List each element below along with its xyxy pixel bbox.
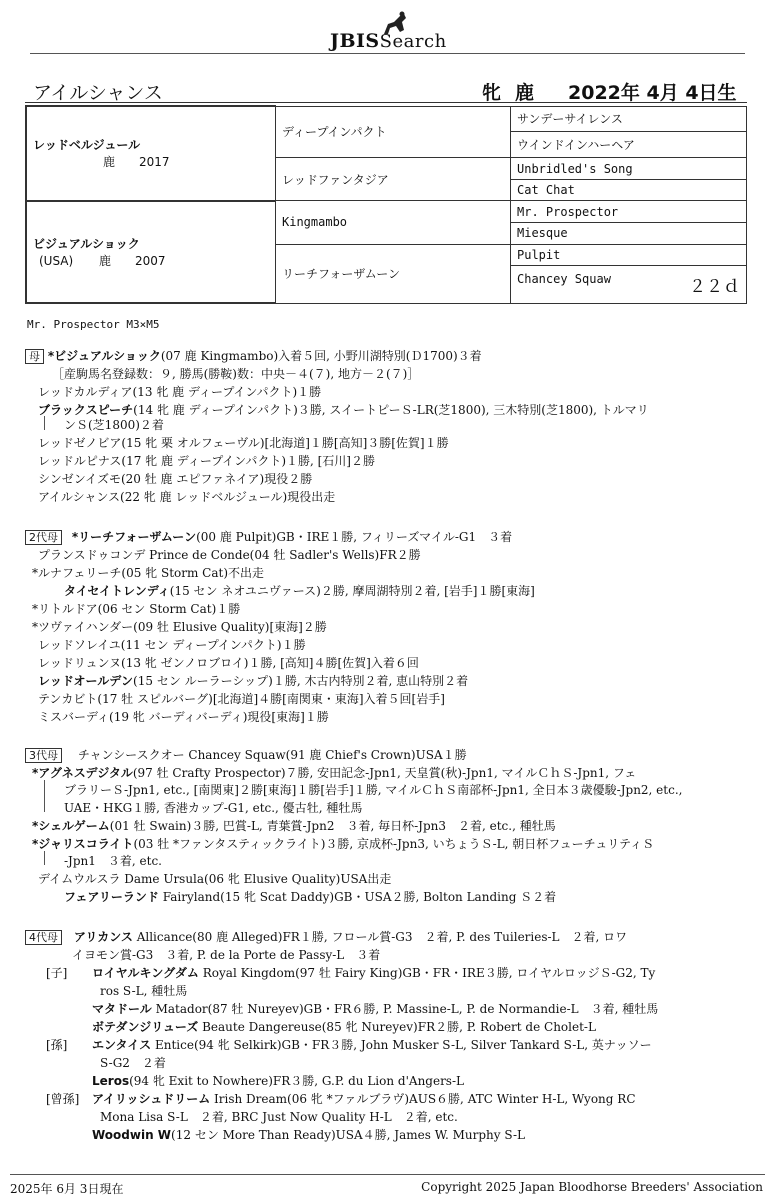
g4-great-name-1[interactable]: アイリッシュドリーム bbox=[92, 1092, 211, 1106]
inbreeding-note: Mr. Prospector M3×M5 bbox=[27, 318, 160, 331]
dam-line-5: ンＳ(芝1800)２着 bbox=[64, 418, 164, 432]
footer-date: 2025年 6月 3日現在 bbox=[10, 1182, 124, 1196]
g2-line-6: *ツヴァイハンダー(09 牡 Elusive Quality)[東海]２勝 bbox=[32, 620, 327, 634]
g2-line-5: *リトルドア(06 セン Storm Cat)１勝 bbox=[32, 602, 241, 616]
dam-cell bbox=[26, 201, 276, 303]
sire-cell bbox=[26, 106, 276, 201]
dds-cell[interactable]: Pulpit bbox=[511, 244, 747, 266]
g3-foal-detail-6: (03 牡 *ファンタスティックライト)３勝, 京成杯-Jpn3, いちょうＳ-L, 朝日杯フューチュリティＳ bbox=[133, 837, 655, 851]
g3-line-2 bbox=[32, 764, 636, 781]
g4-child-detail-1: Royal Kingdom(97 牡 Fairy King)GB・FR・IRE３勝, ロイヤルロッジＳ-G2, Ty bbox=[202, 966, 656, 980]
dam-entry-name[interactable]: *ビジュアルショック bbox=[47, 349, 161, 363]
sire-name[interactable]: レッドベルジュール bbox=[33, 138, 141, 153]
header-rule bbox=[30, 53, 745, 54]
g3-foal-name-5[interactable]: *シェルゲーム bbox=[32, 819, 110, 833]
dam-line-8: シンゼンイズモ(20 牡 鹿 エピファネイア)現役２勝 bbox=[38, 472, 313, 486]
g2-line-8: レッドリュンヌ(13 牝 ゼンノロブロイ)１勝, [高知]４勝[佐賀]入着６回 bbox=[38, 656, 419, 670]
pedigree-table bbox=[25, 105, 747, 304]
g3-line-6 bbox=[32, 835, 654, 852]
g4-child-1 bbox=[92, 964, 655, 981]
dam-foal-detail-4: (14 牝 鹿 ディープインパクト)３勝, スイートピーＳ-LR(芝1800), 三木特別(芝1800), トルマリ bbox=[133, 403, 649, 417]
g4-great-2 bbox=[92, 1126, 525, 1143]
brand-jbis: JBIS bbox=[330, 30, 380, 52]
g2-line-4 bbox=[64, 582, 535, 599]
horse-color: 鹿 bbox=[515, 82, 535, 104]
g4-great-detail-2: (12 セン More Than Ready)USA４勝, James W. Murphy S-L bbox=[171, 1128, 526, 1142]
dam-entry-detail: (07 鹿 Kingmambo)入着５回, 小野川湖特別(Ｄ1700)３着 bbox=[160, 349, 482, 363]
g4-great-name-2[interactable]: Woodwin W bbox=[92, 1128, 172, 1142]
g4-great-1 bbox=[92, 1090, 636, 1107]
g3-line-9 bbox=[64, 888, 556, 905]
ddd-name[interactable]: Chancey Squaw bbox=[517, 271, 611, 286]
g2-foal-detail-9: (15 セン ルーラーシップ)１勝, 木古内特別２着, 恵山特別２着 bbox=[133, 674, 469, 688]
dam-line-9: アイルシャンス(22 牝 鹿 レッドベルジュール)現役出走 bbox=[38, 490, 336, 504]
g4-grand-name-1[interactable]: エンタイス bbox=[92, 1038, 152, 1052]
dam-info-row bbox=[33, 252, 269, 269]
dd-cell[interactable]: リーチフォーザムーン bbox=[276, 244, 511, 303]
g4-grand-detail-2: (94 牝 Exit to Nowhere)FR３勝, G.P. du Lion d'Angers-L bbox=[129, 1074, 464, 1088]
g3-foal-name-6[interactable]: *ジャリスコライト bbox=[32, 837, 134, 851]
title-rule bbox=[25, 102, 747, 103]
brand-search: Search bbox=[379, 31, 447, 52]
horse-sex: 牝 bbox=[482, 82, 502, 104]
sdd-cell[interactable]: Cat Chat bbox=[511, 179, 747, 201]
g4-child-3 bbox=[92, 1018, 596, 1035]
ss-cell[interactable]: ディープインパクト bbox=[276, 106, 511, 158]
g3-line-5 bbox=[32, 817, 556, 834]
g4-entry-name[interactable]: アリカンス bbox=[73, 930, 133, 944]
g4-line-1 bbox=[25, 928, 627, 945]
g4-great-detail-1: Irish Dream(06 牝 *ファルブラヴ)AUS６勝, ATC Winter H-L, Wyong RC bbox=[214, 1092, 636, 1106]
g3-foal-detail-2: (97 牡 Crafty Prospector)７勝, 安田記念-Jpn1, 天皇賞(秋)-Jpn1, マイルＣｈＳ-Jpn1, フェ bbox=[132, 766, 637, 780]
g4-label: 4代母 bbox=[25, 930, 62, 945]
g3-line-3: ブラリーＳ-Jpn1, etc., [南関東]２勝[東海]１勝[岩手]１勝, マイルＣｈＳ南部杯-Jpn1, 全日本３歳優駿-Jpn2, etc., bbox=[64, 783, 683, 797]
sss-cell[interactable]: サンデーサイレンス bbox=[511, 106, 747, 132]
g4-grand-detail-1: Entice(94 牝 Selkirk)GB・FR３勝, John Musker S-L, Silver Tankard S-L, 英ナッソー bbox=[155, 1038, 652, 1052]
continuation-bar-3 bbox=[44, 851, 45, 865]
ds-cell[interactable]: Kingmambo bbox=[276, 201, 511, 244]
g2-entry-name[interactable]: *リーチフォーザムーン bbox=[71, 530, 197, 544]
g4-entry-detail: Allicance(80 鹿 Alleged)FR１勝, フロール賞-G3 ２着, P. des Tuileries-L ２着, ロワ bbox=[136, 930, 628, 944]
g3-line-1 bbox=[25, 746, 467, 763]
sd-cell[interactable]: レッドファンタジア bbox=[276, 158, 511, 201]
g4-child-detail-2: Matador(87 牡 Nureyev)GB・FR６勝, P. Massine-L, P. de Normandie-L ３着, 種牡馬 bbox=[155, 1002, 659, 1016]
ddd-cell bbox=[511, 266, 747, 303]
horse-birth: 2022年 4月 4日生 bbox=[568, 82, 737, 104]
g4-child-name-2[interactable]: マタドール bbox=[92, 1002, 152, 1016]
dam-origin: (USA) bbox=[39, 253, 74, 268]
g4-grand-1-cont: S-G2 ２着 bbox=[100, 1056, 166, 1070]
g2-line-2: プランスドゥコンデ Prince de Conde(04 牡 Sadler's Wells)FR２勝 bbox=[38, 548, 421, 562]
g2-foal-name-4[interactable]: タイセイトレンディ bbox=[64, 584, 170, 598]
g2-label: 2代母 bbox=[25, 530, 62, 545]
dam-line-1 bbox=[25, 347, 482, 364]
dam-name[interactable]: ビジュアルショック bbox=[33, 236, 140, 251]
g3-line-4: UAE・HKG１勝, 香港カップ-G1, etc., 優古牡, 種牡馬 bbox=[64, 801, 363, 815]
g2-line-3: *ルナフェリーチ(05 牝 Storm Cat)不出走 bbox=[32, 566, 265, 580]
footer-rule bbox=[10, 1174, 765, 1175]
g3-foal-name-2[interactable]: *アグネスデジタル bbox=[32, 766, 133, 780]
g4-line-2: イヨモン賞-G3 ３着, P. de la Porte de Passy-L ３着 bbox=[72, 948, 381, 962]
g4-grand-2 bbox=[92, 1072, 464, 1089]
sire-info: 鹿 2017 bbox=[103, 155, 170, 170]
g4-grand-1 bbox=[92, 1036, 652, 1053]
g4-child-name-1[interactable]: ロイヤルキングダム bbox=[92, 966, 199, 980]
dam-label: 母 bbox=[25, 349, 44, 364]
g3-foal-detail-5: (01 牡 Swain)３勝, 巴賞-L, 青葉賞-Jpn2 ３着, 毎日杯-Jpn3 ２着, etc., 種牡馬 bbox=[109, 819, 556, 833]
family-number: ２２ｄ bbox=[689, 276, 740, 297]
dam-foal-name-4[interactable]: ブラックスピーチ bbox=[38, 403, 134, 417]
dam-line-6: レッドゼノビア(15 牝 栗 オルフェーヴル)[北海道]１勝[高知]３勝[佐賀]１勝 bbox=[38, 436, 449, 450]
horse-name: アイルシャンス bbox=[33, 82, 163, 104]
g4-child-detail-3: Beaute Dangereuse(85 牝 Nureyev)FR２勝, P. Robert de Cholet-L bbox=[202, 1020, 596, 1034]
g2-entry-detail: (00 鹿 Pulpit)GB・IRE１勝, フィリーズマイル-G1 ３着 bbox=[196, 530, 513, 544]
g2-line-11: ミスバーディ(19 牝 バーディバーディ)現役[東海]１勝 bbox=[38, 710, 329, 724]
g3-foal-name-9[interactable]: フェアリーランド bbox=[64, 890, 159, 904]
continuation-bar-2 bbox=[44, 780, 45, 812]
g4-child-name-3[interactable]: ボテダンジリューズ bbox=[92, 1020, 199, 1034]
ssd-cell[interactable]: ウインドインハーヘア bbox=[511, 132, 747, 158]
g4-grand-name-2[interactable]: Leros bbox=[92, 1074, 130, 1088]
g2-line-9 bbox=[38, 672, 468, 689]
g3-foal-detail-9: Fairyland(15 牝 Scat Daddy)GB・USA２勝, Bolton Landing Ｓ２着 bbox=[162, 890, 557, 904]
g2-line-1 bbox=[25, 528, 512, 545]
dam-info: 鹿 2007 bbox=[99, 253, 166, 268]
footer-copyright: Copyright 2025 Japan Bloodhorse Breeders' Association bbox=[421, 1180, 763, 1194]
g3-line-8: デイムウルスラ Dame Ursula(06 牝 Elusive Quality)USA出走 bbox=[38, 872, 392, 886]
tag-grandchild: [孫] bbox=[46, 1038, 68, 1052]
g2-line-10: テンカビト(17 牡 スピルバーグ)[北海道]４勝[南関東・東海]入着５回[岩手] bbox=[38, 692, 445, 706]
g3-line-7: -Jpn1 ３着, etc. bbox=[64, 854, 162, 868]
g3-label: 3代母 bbox=[25, 748, 62, 763]
g4-great-1-cont: Mona Lisa S-L ２着, BRC Just Now Quality H-L ２着, etc. bbox=[100, 1110, 458, 1124]
tag-great-grandchild: [曾孫] bbox=[46, 1092, 80, 1106]
dam-line-2: ［産駒馬名登録数：９, 勝馬(勝鞍)数：中央－４(７), 地方－２(７)］ bbox=[52, 367, 420, 381]
horse-rider-icon bbox=[378, 10, 412, 36]
dam-line-3: レッドカルディア(13 牝 鹿 ディープインパクト)１勝 bbox=[38, 385, 322, 399]
g4-child-1-cont: ros S-L, 種牡馬 bbox=[100, 984, 188, 998]
g2-line-7: レッドソレイユ(11 セン ディープインパクト)１勝 bbox=[38, 638, 306, 652]
dam-line-7: レッドルピナス(17 牝 鹿 ディープインパクト)１勝, [石川]２勝 bbox=[38, 454, 375, 468]
g2-foal-detail-4: (15 セン ネオユニヴァース)２勝, 摩周湖特別２着, [岩手]１勝[東海] bbox=[169, 584, 535, 598]
tag-child: [子] bbox=[46, 966, 68, 980]
g3-entry: チャンシースクオー Chancey Squaw(91 鹿 Chief's Crown)USA１勝 bbox=[77, 748, 467, 762]
dsd-cell[interactable]: Miesque bbox=[511, 222, 747, 244]
g4-child-2 bbox=[92, 1000, 658, 1017]
g2-foal-name-9[interactable]: レッドオールデン bbox=[38, 674, 134, 688]
sds-cell[interactable]: Unbridled's Song bbox=[511, 158, 747, 180]
dss-cell[interactable]: Mr. Prospector bbox=[511, 201, 747, 223]
continuation-bar bbox=[44, 416, 45, 430]
